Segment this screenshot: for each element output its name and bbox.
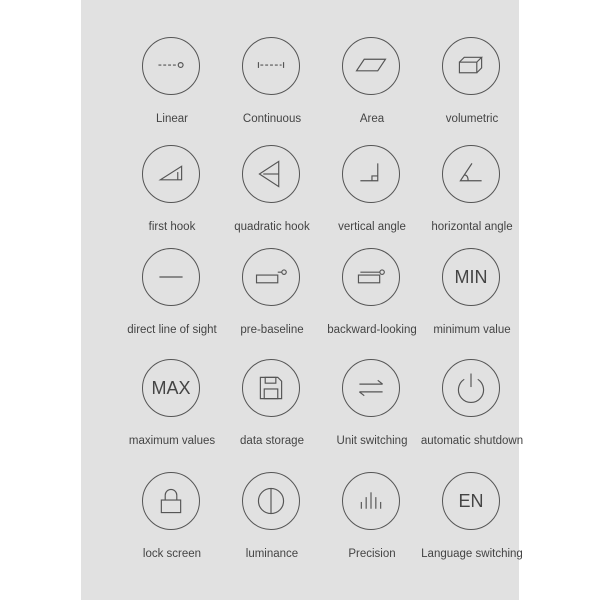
switch-arrows-icon bbox=[342, 359, 400, 417]
feature-label: Continuous bbox=[242, 113, 302, 125]
continuous-measure-icon bbox=[242, 37, 300, 95]
first-hook-icon bbox=[142, 145, 200, 203]
feature-automatic-shutdown[interactable] bbox=[412, 359, 532, 459]
feature-horizontal-angle[interactable] bbox=[412, 145, 532, 245]
feature-label: Linear bbox=[156, 113, 188, 125]
feature-panel bbox=[81, 0, 524, 600]
feature-label: first hook bbox=[148, 221, 196, 233]
precision-bars-icon bbox=[342, 472, 400, 530]
floppy-disk-icon bbox=[242, 359, 300, 417]
feature-label: minimum value bbox=[433, 324, 511, 336]
feature-label: luminance bbox=[245, 548, 299, 560]
pre-baseline-icon bbox=[242, 248, 300, 306]
feature-label: lock screen bbox=[142, 548, 202, 560]
area-icon bbox=[342, 37, 400, 95]
backward-looking-icon bbox=[342, 248, 400, 306]
feature-label: horizontal angle bbox=[431, 221, 513, 233]
line-of-sight-icon bbox=[142, 248, 200, 306]
feature-minimum-value[interactable] bbox=[412, 248, 532, 348]
power-icon bbox=[442, 359, 500, 417]
feature-label: vertical angle bbox=[338, 221, 406, 233]
feature-label: quadratic hook bbox=[234, 221, 310, 233]
feature-label: data storage bbox=[240, 435, 304, 447]
quadratic-hook-icon bbox=[242, 145, 300, 203]
feature-label: volumetric bbox=[445, 113, 499, 125]
feature-label: Unit switching bbox=[336, 435, 408, 447]
feature-label: maximum values bbox=[128, 435, 216, 447]
horizontal-angle-icon bbox=[442, 145, 500, 203]
feature-label: backward-looking bbox=[327, 324, 417, 336]
feature-label: direct line of sight bbox=[127, 324, 217, 336]
luminance-icon bbox=[242, 472, 300, 530]
min-icon-text: MIN bbox=[454, 266, 488, 287]
feature-label: Precision bbox=[348, 548, 396, 560]
volume-icon bbox=[442, 37, 500, 95]
feature-label: automatic shutdown bbox=[420, 435, 524, 447]
language-icon-text: EN bbox=[458, 490, 484, 511]
feature-label: Area bbox=[359, 113, 385, 125]
feature-volumetric[interactable] bbox=[412, 37, 532, 137]
feature-label: Language switching bbox=[421, 548, 523, 560]
feature-label: pre-baseline bbox=[240, 324, 304, 336]
linear-measure-icon bbox=[142, 37, 200, 95]
feature-language-switching[interactable] bbox=[412, 472, 532, 572]
max-icon-text: MAX bbox=[151, 377, 191, 398]
vertical-angle-icon bbox=[342, 145, 400, 203]
max-icon bbox=[142, 359, 200, 417]
lock-icon bbox=[142, 472, 200, 530]
language-icon bbox=[442, 472, 500, 530]
min-icon bbox=[442, 248, 500, 306]
